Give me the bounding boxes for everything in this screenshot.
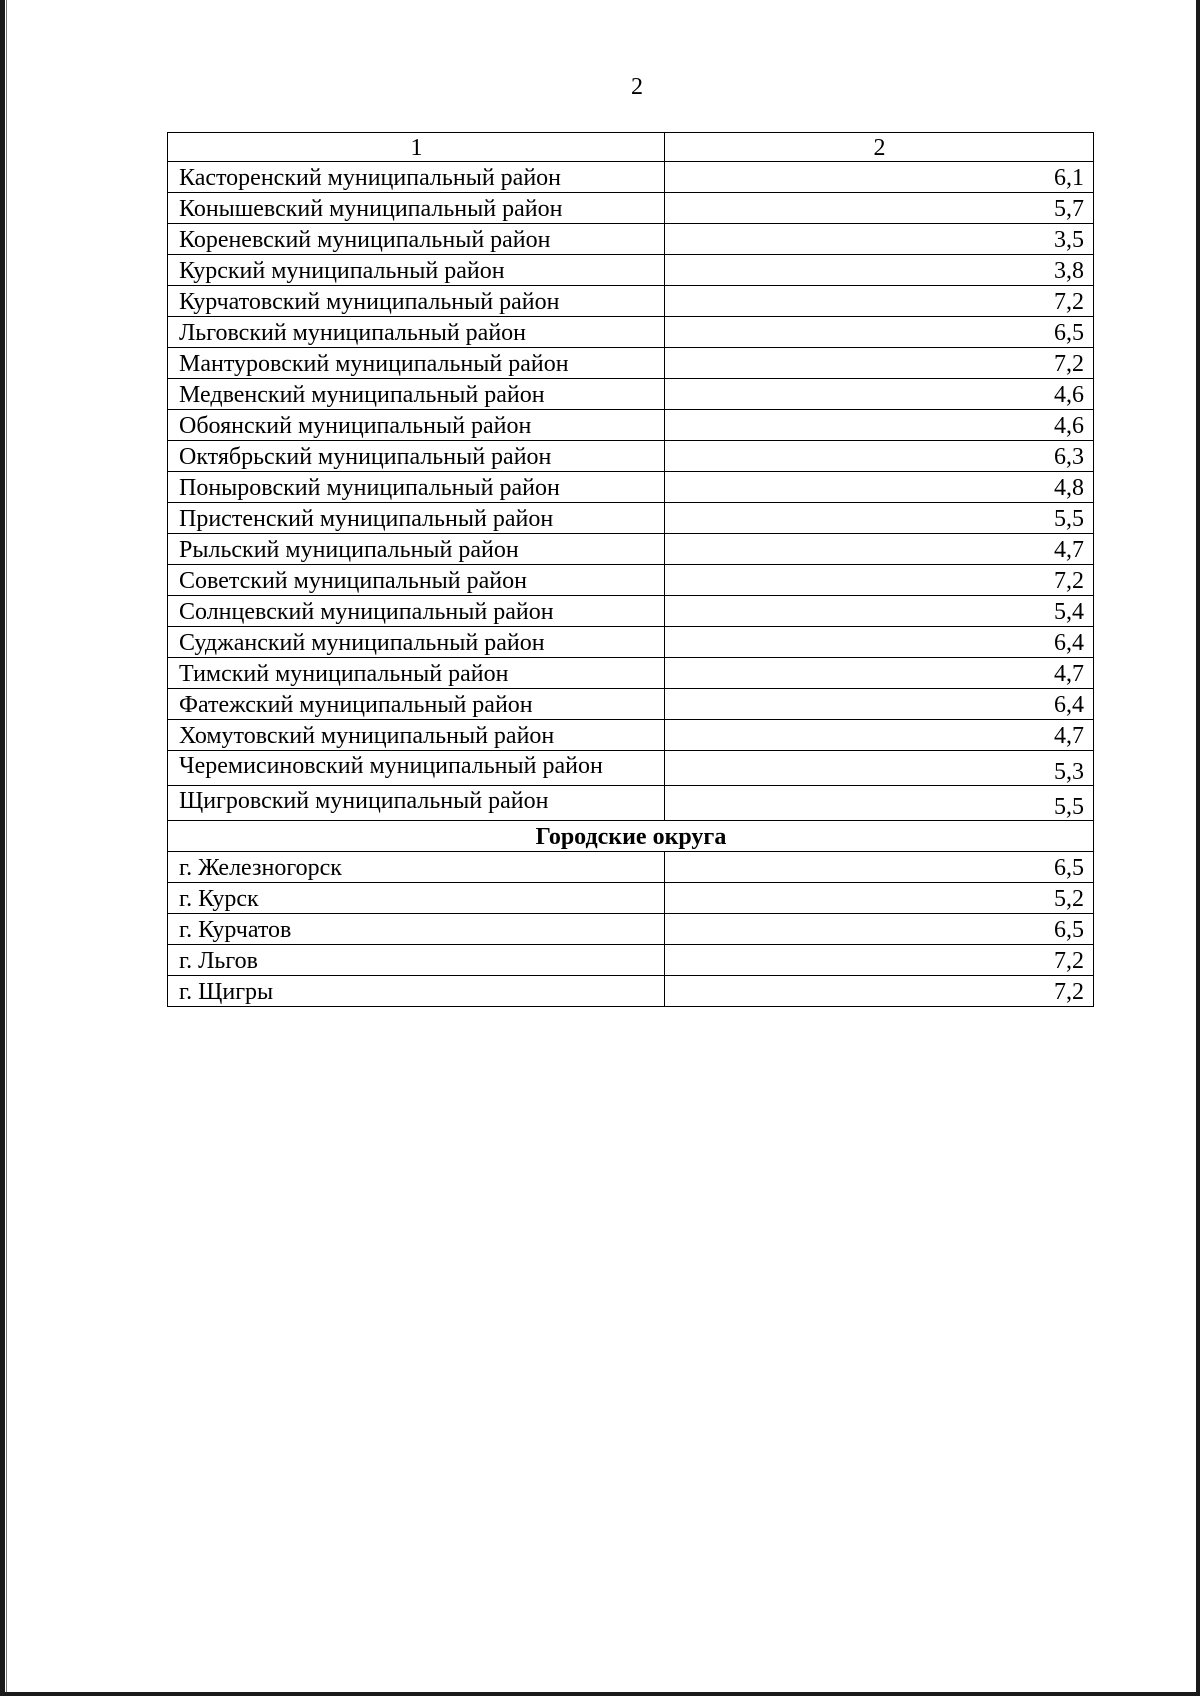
data-table <box>167 132 1094 1007</box>
row-name-cell: г. Курчатов <box>168 914 665 945</box>
table-row <box>168 596 1094 627</box>
table-row <box>168 883 1094 914</box>
table-row <box>168 720 1094 751</box>
table-row <box>168 255 1094 286</box>
row-value-cell: 6,5 <box>665 914 1094 945</box>
row-name-cell: Рыльский муниципальный район <box>168 534 665 565</box>
row-value-cell: 6,5 <box>665 852 1094 883</box>
row-value-cell: 6,4 <box>665 689 1094 720</box>
page-number: 2 <box>631 74 643 100</box>
table-row <box>168 786 1094 821</box>
row-value-cell: 6,3 <box>665 441 1094 472</box>
row-name-cell: Пристенский муниципальный район <box>168 503 665 534</box>
row-name-cell: г. Железногорск <box>168 852 665 883</box>
row-name-cell: Солнцевский муниципальный район <box>168 596 665 627</box>
row-value-cell: 5,2 <box>665 883 1094 914</box>
row-value-cell: 7,2 <box>665 565 1094 596</box>
scan-edge-left <box>0 0 5 1696</box>
row-value-cell: 5,5 <box>665 503 1094 534</box>
table-row <box>168 162 1094 193</box>
table-row <box>168 441 1094 472</box>
data-table-container <box>167 132 1093 1007</box>
row-value-cell: 5,4 <box>665 596 1094 627</box>
row-value-cell: 4,8 <box>665 472 1094 503</box>
table-row <box>168 914 1094 945</box>
table-header-row <box>168 133 1094 162</box>
row-value-cell: 3,5 <box>665 224 1094 255</box>
row-name-cell: Суджанский муниципальный район <box>168 627 665 658</box>
column-header-2: 2 <box>665 133 1094 162</box>
scan-edge-left-line <box>6 0 7 1696</box>
row-value-cell: 6,5 <box>665 317 1094 348</box>
row-name-cell: Тимский муниципальный район <box>168 658 665 689</box>
row-name-cell: г. Щигры <box>168 976 665 1007</box>
table-row <box>168 751 1094 786</box>
row-value-cell: 4,7 <box>665 534 1094 565</box>
row-name-cell: Хомутовский муниципальный район <box>168 720 665 751</box>
row-value-cell: 3,8 <box>665 255 1094 286</box>
row-value-cell: 4,7 <box>665 658 1094 689</box>
table-row <box>168 534 1094 565</box>
row-name-cell: Конышевский муниципальный район <box>168 193 665 224</box>
row-value-cell: 7,2 <box>665 976 1094 1007</box>
row-value-cell: 5,7 <box>665 193 1094 224</box>
section-row <box>168 821 1094 852</box>
table-row <box>168 472 1094 503</box>
table-row <box>168 224 1094 255</box>
row-name-cell: г. Льгов <box>168 945 665 976</box>
row-name-cell: Льговский муниципальный район <box>168 317 665 348</box>
row-value-cell: 5,5 <box>665 786 1094 821</box>
row-name-cell: Медвенский муниципальный район <box>168 379 665 410</box>
table-row <box>168 565 1094 596</box>
table-row <box>168 945 1094 976</box>
row-name-cell: Касторенский муниципальный район <box>168 162 665 193</box>
row-value-cell: 6,4 <box>665 627 1094 658</box>
table-row <box>168 658 1094 689</box>
row-value-cell: 6,1 <box>665 162 1094 193</box>
table-row <box>168 852 1094 883</box>
row-value-cell: 4,6 <box>665 379 1094 410</box>
column-header-1: 1 <box>168 133 665 162</box>
row-value-cell: 4,7 <box>665 720 1094 751</box>
data-table-body <box>168 133 1094 1007</box>
row-name-cell: Кореневский муниципальный район <box>168 224 665 255</box>
row-value-cell: 5,3 <box>665 751 1094 786</box>
table-row <box>168 410 1094 441</box>
row-name-cell: Советский муниципальный район <box>168 565 665 596</box>
row-name-cell: Щигровский муниципальный район <box>168 786 665 821</box>
scan-edge-right <box>1196 0 1200 1696</box>
table-row <box>168 503 1094 534</box>
row-name-cell: Поныровский муниципальный район <box>168 472 665 503</box>
section-title: Городские округа <box>168 821 1094 852</box>
row-value-cell: 7,2 <box>665 286 1094 317</box>
table-row <box>168 317 1094 348</box>
table-row <box>168 348 1094 379</box>
table-row <box>168 627 1094 658</box>
table-row <box>168 286 1094 317</box>
row-name-cell: Курчатовский муниципальный район <box>168 286 665 317</box>
scan-edge-bottom <box>0 1692 1200 1696</box>
table-row <box>168 193 1094 224</box>
row-name-cell: Курский муниципальный район <box>168 255 665 286</box>
table-row <box>168 689 1094 720</box>
row-value-cell: 7,2 <box>665 348 1094 379</box>
table-row <box>168 379 1094 410</box>
table-row <box>168 976 1094 1007</box>
row-name-cell: Фатежский муниципальный район <box>168 689 665 720</box>
row-name-cell: Черемисиновский муниципальный район <box>168 751 665 786</box>
row-name-cell: г. Курск <box>168 883 665 914</box>
row-value-cell: 7,2 <box>665 945 1094 976</box>
row-value-cell: 4,6 <box>665 410 1094 441</box>
row-name-cell: Октябрьский муниципальный район <box>168 441 665 472</box>
row-name-cell: Мантуровский муниципальный район <box>168 348 665 379</box>
row-name-cell: Обоянский муниципальный район <box>168 410 665 441</box>
